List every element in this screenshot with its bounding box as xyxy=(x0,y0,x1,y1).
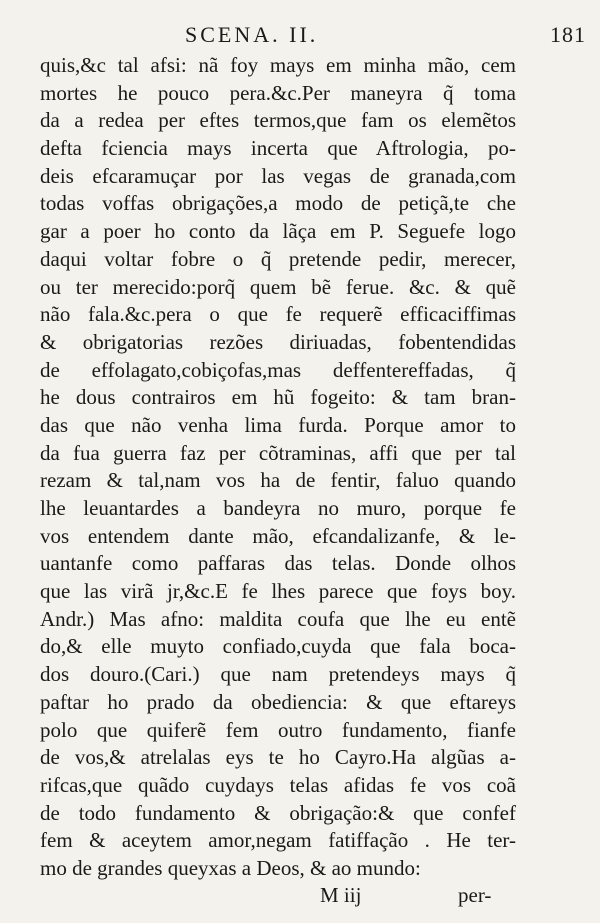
text-line: de todo fundamento & obrigação:& que confef xyxy=(40,800,516,825)
signature-mark: M iij xyxy=(320,882,362,907)
text-line: polo que quiferẽ fem outro fundamento, fianfe xyxy=(40,717,516,742)
body-text xyxy=(40,52,540,883)
text-line: gar a poer ho conto da lãça em P. Seguefe logo xyxy=(40,219,516,244)
text-line: & obrigatorias rezões diriuadas, fobentendidas xyxy=(40,329,516,354)
text-line: deis efcaramuçar por las vegas de granada,com xyxy=(40,163,516,188)
text-line: paftar ho prado da obediencia: & que eftareys xyxy=(40,689,516,714)
page-header xyxy=(40,14,586,52)
page-number: 181 xyxy=(550,22,586,47)
text-line: dos douro.(Cari.) que nam pretendeys mays q̃ xyxy=(40,662,516,687)
text-line: das que não venha lima furda. Porque amor to xyxy=(40,412,516,437)
running-head: SCENA. II. xyxy=(185,22,319,47)
text-line: do,& elle muyto confiado,cuyda que fala boca- xyxy=(40,634,516,659)
text-line: he dous contrairos em hũ fogeito: & tam bran- xyxy=(40,385,516,410)
catchword: per- xyxy=(458,882,492,907)
text-line: da a redea per eftes termos,que fam os elemẽtos xyxy=(40,108,516,133)
text-line: fem & aceytem amor,negam fatiffação . He ter- xyxy=(40,828,516,853)
text-line: rezam & tal,nam vos ha de fentir, faluo quando xyxy=(40,468,516,493)
text-line: mo de grandes queyxas a Deos, & ao mundo: xyxy=(40,855,421,880)
text-line: de effolagato,cobiçofas,mas deffentereffadas, q̃ xyxy=(40,357,516,382)
text-line: rifcas,que quãdo cuydays telas afidas fe vos coã xyxy=(40,772,516,797)
text-line: lhe leuantardes a bandeyra no muro, porque fe xyxy=(40,496,516,520)
text-line: ou ter merecido:porq̃ quem bẽ ferue. &c. & quẽ xyxy=(40,274,516,299)
text-line: quis,&c tal afsi: nã foy mays em minha mão, cem xyxy=(40,53,516,77)
text-line: não fala.&c.pera o que fe requerẽ efficaciffimas xyxy=(40,302,516,327)
page-footer xyxy=(40,883,540,913)
text-line: todas voffas obrigações,a modo de petiçã,te che xyxy=(40,191,516,216)
text-line: que las virã jr,&c.E fe lhes parece que foys boy. xyxy=(40,579,516,604)
text-line: da fua guerra faz per cõtraminas, affi que per tal xyxy=(40,440,516,465)
text-line: Andr.) Mas afno: maldita coufa que lhe eu entẽ xyxy=(40,606,516,631)
text-line: daqui voltar fobre o q̃ pretende pedir, merecer, xyxy=(40,246,516,271)
text-line: defta fciencia mays incerta que Aftrologia, po- xyxy=(40,136,516,161)
text-line: mortes he pouco pera.&c.Per maneyra q̃ toma xyxy=(40,80,516,105)
text-line: vos entendem dante mão, efcandalizanfe, & le- xyxy=(40,523,516,548)
text-line: uantanfe como paffaras das telas. Donde olhos xyxy=(40,551,516,576)
text-line: de vos,& atrelalas eys te ho Cayro.Ha algũas a- xyxy=(40,745,516,770)
